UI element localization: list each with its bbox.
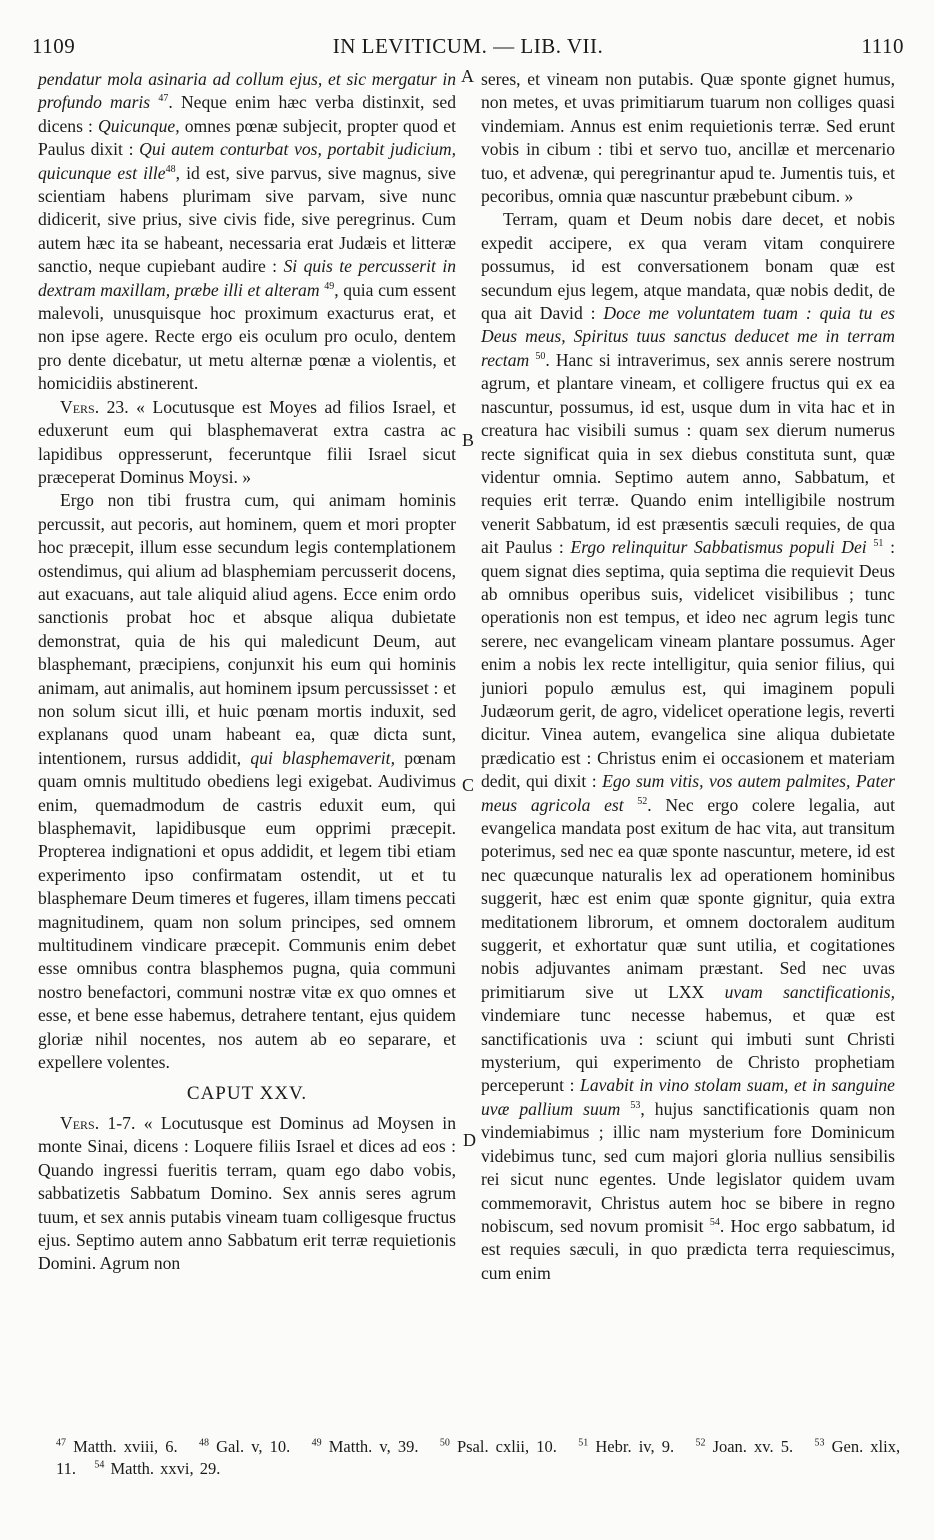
verse-paragraph: Vers. 23. « Locutusque est Moyes ad filios Israel, et eduxerunt eum qui blasphemaverat extra castra ac lapidibus oppresserunt, feceruntque filii Israel sicut præceperat Dominus Moysi. » [38, 396, 456, 487]
footnote: $^{48}$ Gal. v, 10. [199, 1437, 291, 1456]
footnote: $^{50}$ Psal. cxlii, 10. [439, 1437, 557, 1456]
chapter-heading: CAPUT XXV. [186, 1083, 308, 1105]
page-number-right: 1110 [861, 34, 904, 58]
footnote: $^{54}$ Matth. xxvi, 29. [94, 1459, 221, 1478]
margin-letter-b: B [462, 430, 475, 450]
paragraph: pendatur mola asinaria ad collum ejus, et sic mergatur in profundo maris $^{47}$. Neque enim hæc verba distinxit, sed dicens : Quicunque, omnes pœnæ subjecit, propter quod et Paulus dixit : Qui autem conturbat vos, portabit judicium, quicunque est ille$^{48}$, id est, sive parvus, sive magnus, sive scientiam habens plurimam sive parvam, sive nunc didicerit, sive prius, sive civis fide, sive peregrinus. Cum autem hæc ita se habeant, necessaria erat Judæis et litteræ sanctio, neque cupiebant audire : Si quis te percusserit in dextram maxillam, præbe illi et alteram $^{49}$, quia cum essent malevoli, unusquisque hoc proximum exacturus erat, et non ipse agere. Recte ergo eis oculum pro oculo, dentem pro dente dicebatur, ut metu alternæ pœnæ a violentis, et homicidiis abstinerent. [38, 69, 456, 394]
footnote: $^{53}$ Gen. xlix, 11. [56, 1437, 901, 1478]
paragraph: Ergo non tibi frustra cum, qui animam hominis percussit, aut pecoris, aut hominem, quem et mori propter hoc præcepit, illum esse secundum legis contemplationem ostendimus, qui alium ad blasphemiam percusserit docens, aut exacuans, aut tale aliquid aliud agens. Ecce enim ordo sanctionis probat hoc et absque aliqua dubietate demonstrat, quia de his qui maledicunt Deum, aut blasphemant, præcipiens, conjunxit his eum qui hominis animam, aut animalis, aut hominem ipsum percussisset : et non solum sicut illi, et huic pœnam mortis induxit, sed explanans quod unam habeant ea, quæ dicta sunt, intentionem, rursus addidit, qui blasphemaverit, pœnam quam omnis multitudo obediens legi exigebat. Audivimus enim, quemadmodum de castris eduxit eum, qui blasphemavit, lapidibusque eum opprimi præcepit. Propterea indignationi et opus addidit, et legem tibi etiam experimento ipso confirmatam ostendit, ut et tu blasphemare Deum timeres et fugeres, illam timens peccati magnitudinem, quam non solum principes, sed omnem multitudinem vindicare præcepit. Communis enim debet esse omnibus contra blasphemos pugna, quia communi nostro benefactori, communi nostræ vitæ ex quo omnes et esse, et bene esse habemus, detrahere tentant, ejus quidem gloriæ nihil nocentes, nos autem ab eo separare, et expellere volentes. [38, 490, 456, 1073]
footnote: $^{47}$ Matth. xviii, 6. [56, 1437, 178, 1456]
paragraph: Terram, quam et Deum nobis dare decet, et nobis expedit accipere, ex qua veram vitam conquirere possumus, id est conversationem bonam quæ est secundum ejus legem, atque mandata, quæ nobis dedit, de qua ait David : Doce me voluntatem tuam : quia tu es Deus meus, Spiritus tuus sanctus deducet me in terram rectam $^{50}$. Hanc si intraverimus, sex annis serere nostrum agrum, et plantare vineam, et colligere fructus qui ex ea nascuntur, possumus, id est, usque dum in vita hac et in creatura hac visibili sumus : quam sex dierum numerus recte significat quia in sex diebus constituta sunt, quæ videntur omnia. Septimo autem anno, Sabbatum, et requies erit terræ. Quando enim intelligibile nostrum venerit Sabbatum, id est præsentis sæculi requies, de qua ait Paulus : Ergo relinquitur Sabbatismus populi Dei $^{51}$ : quem signat dies septima, quia septima die requievit Deus ab omnibus operibus suis, videlicet visibilibus ; tunc operationis non est tempus, et ideo nec agrum legis tunc serere, nec evangelicam vineam plantare possumus. Ager enim a nobis lex recte intelligitur, quia senior filius, qui juniori populo æmulus est, qui imaginem populi Judæorum gerit, de agro, videlicet operatione legis, reverti dicitur. Vinea autem, evangelica sine aliqua dubietate prædicatio est : Christus enim ei occasionem et materiam dedit, qui dixit : Ego sum vitis, vos autem palmites, Pater meus agricola est $^{52}$. Nec ergo colere legalia, aut evangelica mandata post exitum de hac vita, aut transitum poterimus, sed nec ea quæ sponte nascuntur, metere, id est nec quæcunque naturalis lex ad operationem hominibus suggerit, hæc est enim quæ sponte gignitur, quia extra meditationem librorum, et omnem doctoralem auditum suggerit, et exhortatur quæ sunt utilia, et cogitationes nobis adjuvantes animam præstant. Sed nec uvas primitiarum sive ut LXX uvam sanctificationis, vindemiare tunc necesse habemus, et quæ est sanctificationis uva : sciunt qui imbuti sunt Christi mysterium, qui experimento de Christo prophetiam perceperunt : Lavabit in vino stolam suam, et in sanguine uvæ pallium suum $^{53}$, hujus sanctificationis quam non vindemiabimus ; illic nam mysterium fore Dominicum videbimus tunc, sed cum majori gloria nullius sensibilis rei sicut nunc egentes. Unde legislator quidem uvam commemoravit, Christus autem hoc se bibere in regno nobiscum, sed novum promisit $^{54}$. Hoc ergo sabbatum, id est requies sæculi, in quo prædicta terra requiescimus, cum enim [481, 209, 896, 1283]
page-number-left: 1109 [32, 34, 76, 58]
margin-letter-a: A [461, 66, 474, 86]
running-title: IN LEVITICUM. — LIB. VII. [332, 34, 604, 58]
paragraph: seres, et vineam non putabis. Quæ sponte gignet humus, non metes, et uvas primitiarum tuarum non colliges quasi vindemiam. Annus est enim requietionis terræ. Sed erunt vobis in cibum : tibi et servo tuo, ancillæ et mercenario tuo, et advenæ, qui peregrinantur apud te. Jumentis tuis, et pecoribus, omnia quæ nascuntur præbebunt cibum. » [481, 69, 895, 207]
footnote: $^{52}$ Joan. xv. 5. [695, 1437, 794, 1456]
running-header [32, 34, 904, 60]
margin-letter-c: C [462, 775, 475, 795]
footnote: $^{51}$ Hebr. iv, 9. [578, 1437, 675, 1456]
right-column [481, 68, 895, 1285]
footnote: $^{49}$ Matth. v, 39. [311, 1437, 419, 1456]
left-column [38, 68, 456, 1276]
margin-letter-d: D [463, 1130, 476, 1150]
footnotes [56, 1436, 900, 1480]
verse-paragraph: Vers. 1-7. « Locutusque est Dominus ad Moysen in monte Sinai, dicens : Loquere filiis Israel et dices ad eos : Quando ingressi fueritis terram, quam ego dabo vobis, sabbatizetis Sabbatum Domino. Sex annis seres agrum tuum, et sex annis putabis vineam tuam colligesque fructus ejus. Septimo autem anno Sabbatum erit terræ requietionis Domini. Agrum non [38, 1112, 456, 1274]
